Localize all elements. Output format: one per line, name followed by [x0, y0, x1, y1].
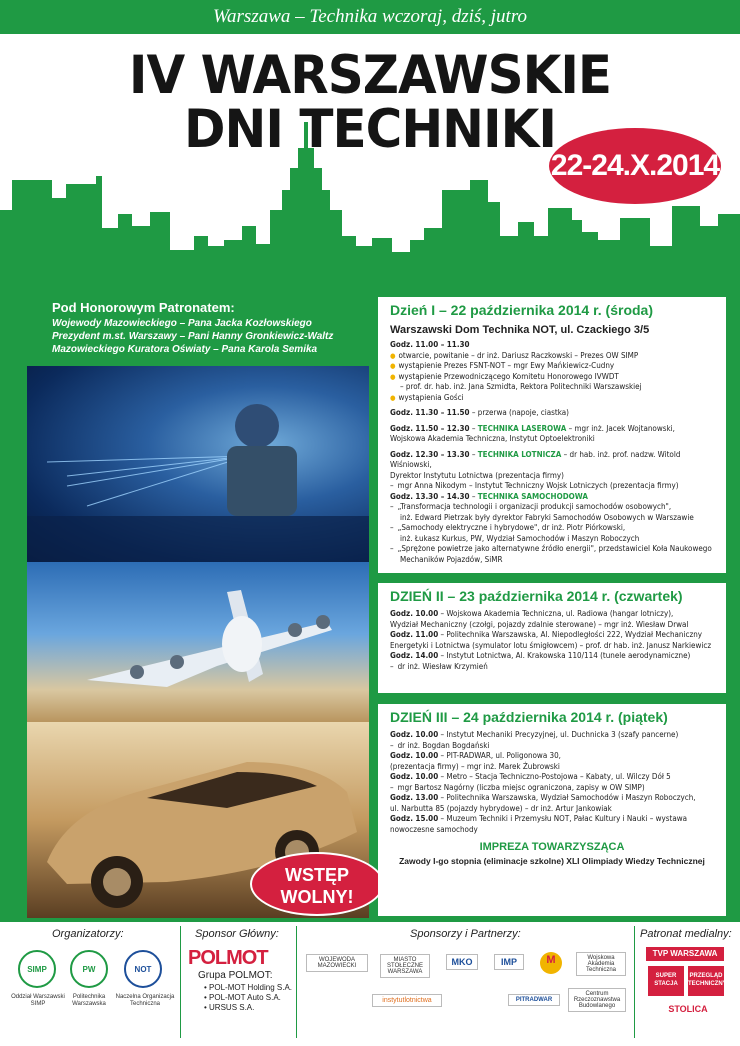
day-3-item: – mgr Bartosz Nagórny (liczba miejsc ograniczona, zapisy w OW SIMP) [378, 783, 726, 794]
main-sponsor-heading: Sponsor Główny: [195, 928, 279, 940]
tagline-bar [0, 0, 740, 34]
side-event-description: Zawody I-go stopnia (eliminacje szkolne) XLI Olimpiady Wiedzy Technicznej [399, 856, 705, 866]
free-admission-badge [250, 852, 384, 916]
day-1-item: Wojskowa Akademia Techniczna, Instytut Optoelektroniki [390, 434, 595, 443]
day-1-item: ● wystąpienie Prezes FSNT-NOT – mgr Ewy Mańkiewicz-Cudny [378, 361, 726, 372]
day-1-venue: Warszawski Dom Technika NOT, ul. Czackiego 3/5 [390, 324, 650, 336]
day-1-item: ● otwarcie, powitanie – dr inż. Dariusz Raczkowski – Prezes OW SIMP [378, 351, 726, 362]
day-1-item: – „Transformacja technologii i organizacji produkcji samochodów osobowych", [378, 502, 726, 513]
przeglad-logo: PRZEGLĄD TECHNICZNY [688, 966, 724, 996]
footer [0, 922, 740, 1046]
day-1-item: ● wystąpienia Gości [378, 393, 726, 404]
day-1-item: – „Samochody elektryczne i hybrydowe", dr inż. Piotr Piórkowski, [378, 523, 726, 534]
partner-logo: IMP [494, 954, 524, 970]
day-1-heading: Dzień I – 22 października 2014 r. (środa) [390, 302, 653, 318]
date-badge: 22-24.X.2014 [549, 128, 721, 204]
day-2-heading: DZIEŃ II – 23 października 2014 r. (czwartek) [390, 588, 683, 604]
org-label: Oddział Warszawski SIMP [11, 994, 65, 1007]
day-1-time-4: Godz. 12.30 – 13.30 – TECHNIKA LOTNICZA – dr hab. inż. prof. nadzw. Witold Wiśniowski, [390, 449, 681, 469]
stolica-logo: STOLICA [658, 1002, 718, 1016]
partner-logo: MIASTO STOŁECZNE WARSZAWA [380, 954, 430, 978]
laser-photo [27, 366, 369, 562]
organizers-heading: Organizatorzy: [52, 928, 124, 940]
sponsor-group-title: Grupa POLMOT: [198, 970, 273, 981]
day-3-panel [378, 704, 726, 916]
day-2-item: Godz. 11.00 – Politechnika Warszawska, Al. Niepodległości 222, Wydział Mechaniczny [390, 630, 703, 639]
day-3-item: Godz. 10.00 – Metro – Stacja Techniczno-Postojowa – Kabaty, ul. Wilczy Dół 5 [390, 772, 671, 781]
day-1-item: Mechaników Pojazdów, SiMR [400, 554, 503, 564]
day-1-time-1: Godz. 11.00 – 11.30 [390, 340, 470, 349]
patron-1: Wojewody Mazowieckiego – Pana Jacka Kozłowskiego [52, 318, 312, 329]
media-heading: Patronat medialny: [640, 928, 732, 940]
day-2-panel [378, 583, 726, 693]
sponsor-group-list: • POL-MOT Holding S.A. • POL-MOT Auto S.A. • URSUS S.A. [204, 983, 293, 1012]
not-logo: NOT [124, 950, 162, 988]
day-3-item: Godz. 15.00 – Muzeum Techniki i Przemysłu NOT, Pałac Kultury i Nauki – wystawa [390, 814, 688, 823]
metro-logo: M [540, 952, 562, 974]
day-3-item: (prezentacja firmy) – mgr inż. Marek Żubrowski [390, 761, 560, 771]
day-2-item: Wydział Mechaniczny (czołgi, pojazdy zdalnie sterowane) – mgr inż. Wiesław Drwal [390, 619, 689, 629]
partner-logo: PITRADWAR [508, 994, 560, 1006]
patronage-block [52, 300, 352, 356]
day-3-item: – dr inż. Bogdan Bogdański [378, 741, 726, 752]
day-3-item: nowoczesne samochody [390, 824, 478, 834]
day-1-panel [378, 297, 726, 573]
partner-logo: Wojskowa Akademia Techniczna [576, 952, 626, 976]
day-2-item: – dr inż. Wiesław Krzymień [378, 662, 726, 673]
day-1-time-2: Godz. 11.30 – 11.50 – przerwa (napoje, ciastka) [390, 408, 569, 417]
day-1-item: – mgr Anna Nikodym – Instytut Techniczny Wojsk Lotniczych (prezentacja firmy) [378, 481, 726, 492]
title-line-2: DNI TECHNIKI [184, 98, 556, 160]
polmot-logo: POLMOT [188, 947, 268, 969]
day-2-item: Energetyki i Lotnictwa (symulator lotu śmigłowcem) – prof. dr hab. inż. Janusz Narkiewicz [390, 640, 712, 650]
org-label: Naczelna Organizacja Techniczna [115, 994, 175, 1007]
tvp-logo: TVP WARSZAWA [646, 947, 724, 961]
simp-logo: SIMP [18, 950, 56, 988]
superstacja-logo: SUPER STACJA [648, 966, 684, 996]
title-line-1: IV WARSZAWSKIE [128, 44, 612, 106]
day-1-time-5: Godz. 13.30 – 14.30 – TECHNIKA SAMOCHODOWA [390, 491, 588, 501]
side-event-heading: IMPREZA TOWARZYSZĄCA [479, 841, 625, 853]
day-1-item: inż. Edward Pietrzak były dyrektor Fabryki Samochodów Osobowych w Warszawie [400, 512, 694, 522]
patron-3: Mazowieckiego Kuratora Oświaty – Pana Karola Semika [52, 344, 318, 355]
day-3-item: ul. Narbutta 85 (pojazdy hybrydowe) – dr inż. Artur Jankowiak [390, 803, 612, 813]
day-1-item: ● wystąpienie Przewodniczącego Komitetu Honorowego IVWDT [378, 372, 726, 383]
partner-logo: MKO [446, 954, 478, 970]
day-3-item: Godz. 10.00 – Instytut Mechaniki Precyzyjnej, ul. Duchnicka 3 (szafy pancerne) [390, 730, 679, 739]
day-3-heading: DZIEŃ III – 24 października 2014 r. (piątek) [390, 709, 668, 725]
partners-heading: Sponsorzy i Partnerzy: [410, 928, 521, 940]
patron-2: Prezydent m.st. Warszawy – Pani Hanny Gronkiewicz-Waltz [52, 331, 334, 342]
day-2-item: Godz. 10.00 – Wojskowa Akademia Techniczna, ul. Radiowa (hangar lotniczy), [390, 609, 674, 618]
pw-logo: PW [70, 950, 108, 988]
day-3-item: Godz. 10.00 – PIT-RADWAR, ul. Poligonowa 30, [390, 751, 561, 760]
admission-line-1: WSTĘP [284, 865, 349, 885]
day-1-item: inż. Łukasz Kurkus, PW, Wydział Samochodów i Maszyn Roboczych [400, 533, 640, 543]
partner-logo: WOJEWODA MAZOWIECKI [306, 954, 368, 972]
day-2-item: Godz. 14.00 – Instytut Lotnictwa, Al. Krakowska 110/114 (tunele aerodynamiczne) [390, 651, 691, 660]
admission-line-2: WOLNY! [280, 887, 354, 907]
org-label: Politechnika Warszawska [72, 994, 106, 1007]
day-1-item: – „Sprężone powietrze jako alternatywne źródło energii", przedstawiciel Koła Naukowego [378, 544, 726, 555]
tagline: Warszawa – Technika wczoraj, dziś, jutro [212, 6, 528, 27]
partner-logo: instytutlotnictwa [372, 994, 442, 1007]
day-1-item: – prof. dr. hab. inż. Jana Szmidta, Rektora Politechniki Warszawskiej [400, 382, 642, 391]
day-1-item: Dyrektor Instytutu Lotnictwa (prezentacja firmy) [390, 470, 564, 480]
partner-logo: Centrum Rzeczoznawstwa Budowlanego [568, 988, 626, 1012]
day-3-item: Godz. 13.00 – Politechnika Warszawska, Wydział Samochodów i Maszyn Roboczych, [390, 793, 696, 802]
airplane-photo [27, 562, 369, 722]
day-1-time-3: Godz. 11.50 – 12.30 – TECHNIKA LASEROWA – mgr inż. Jacek Wojtanowski, [390, 423, 675, 433]
patronage-heading: Pod Honorowym Patronatem: [52, 300, 235, 315]
